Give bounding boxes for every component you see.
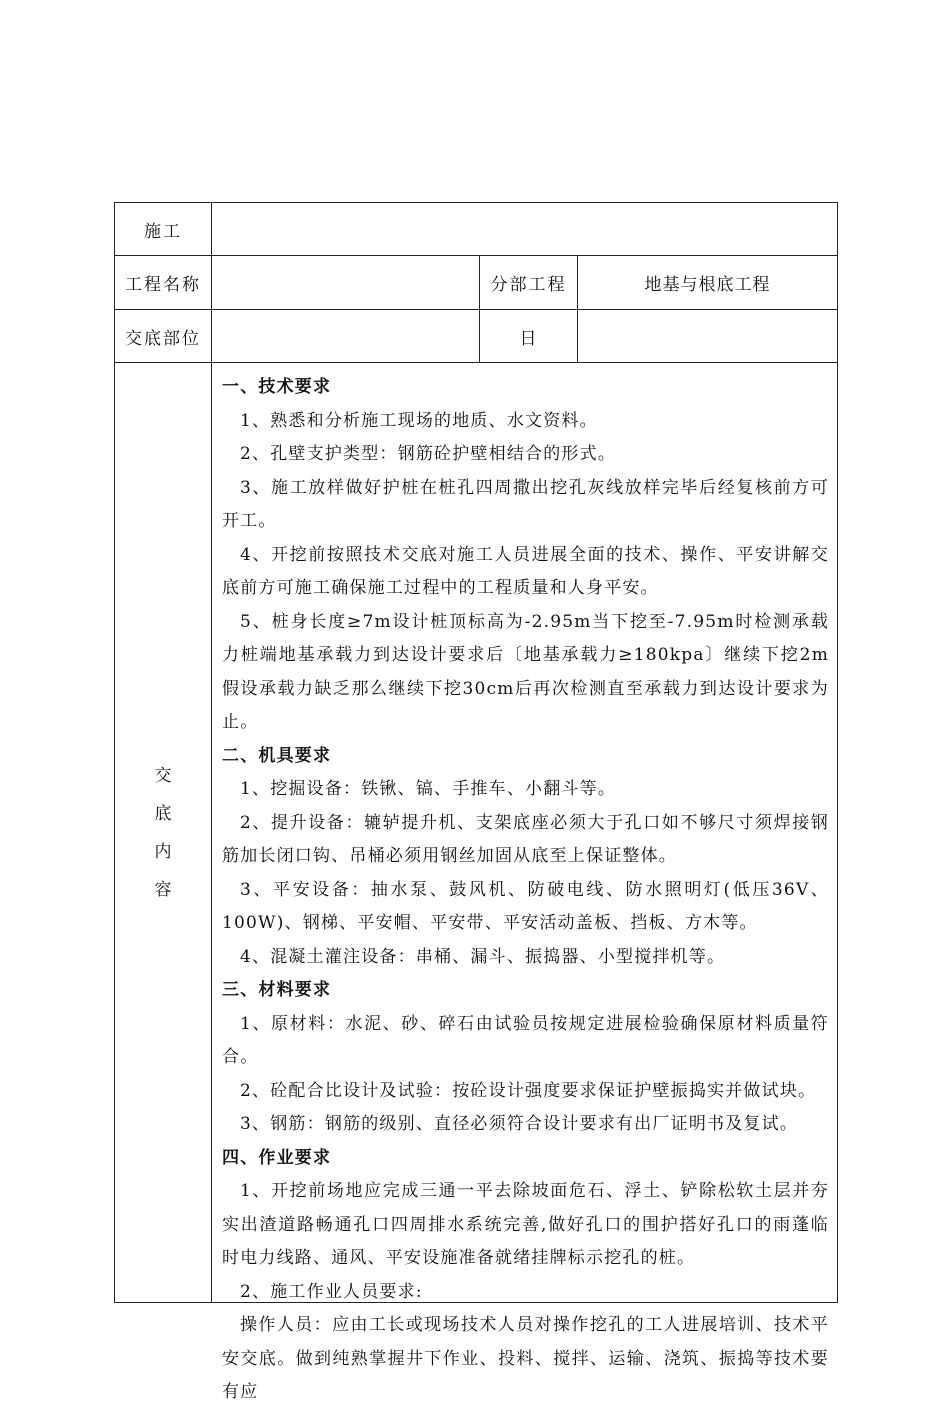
equipment-item-3: 3、平安设备：抽水泵、鼓风机、防破电线、防水照明灯(低压36V、100W)、钢梯、平安帽、平安带、平安活动盖板、挡板、方木等。 xyxy=(222,879,830,933)
technical-item-5: 5、桩身长度≥7m设计桩顶标高为-2.95m当下挖至-7.95m时检测承载力桩端地基承载力到达设计要求后〔地基承载力≥180kpa〕继续下挖2m假设承载力缺乏那么继续下挖30cm后再次检测直至承载力到达设计要求为止。 xyxy=(222,611,830,732)
section-heading-materials: 三、材料要求 xyxy=(222,980,332,1000)
construction-value xyxy=(212,203,838,256)
operations-item-1: 1、开挖前场地应完成三通一平去除坡面危石、浮土、铲除松软土层并夯实出渣道路畅通孔口四周排水系统完善,做好孔口的围护搭好孔口的雨蓬临时电力线路、通风、平安设施准备就绪挂牌标示挖孔的桩。 xyxy=(222,1181,830,1268)
disclosure-form-table xyxy=(114,202,838,1402)
sub-project-value: 地基与根底工程 xyxy=(578,256,838,310)
construction-label: 施工 xyxy=(115,203,212,256)
disclosure-location-row xyxy=(115,310,838,363)
technical-item-3: 3、施工放样做好护桩在桩孔四周撒出挖孔灰线放样完毕后经复核前方可开工。 xyxy=(222,477,830,531)
project-name-value xyxy=(212,256,480,310)
disclosure-content-body xyxy=(212,363,837,1402)
disclosure-content-row xyxy=(115,363,838,1303)
technical-item-1: 1、熟悉和分析施工现场的地质、水文资料。 xyxy=(240,410,598,431)
sub-project-label: 分部工程 xyxy=(480,256,578,310)
side-label-text: 交底内容 xyxy=(154,765,172,900)
operations-item-3: 操作人员：应由工长或现场技术人员对操作挖孔的工人进展培训、技术平安交底。做到纯熟掌握井下作业、投料、搅拌、运输、浇筑、振捣等技术要有应 xyxy=(222,1315,830,1402)
project-name-label: 工程名称 xyxy=(115,256,212,310)
disclosure-content-side-label xyxy=(115,363,212,1303)
disclosure-location-label: 交底部位 xyxy=(115,310,212,363)
technical-item-4: 4、开挖前按照技术交底对施工人员进展全面的技术、操作、平安讲解交底前方可施工确保施工过程中的工程质量和人身平安。 xyxy=(222,544,830,598)
equipment-item-2: 2、提升设备：辘轳提升机、支架底座必须大于孔口如不够尺寸须焊接钢筋加长闭口钩、吊桶必须用钢丝加固从底至上保证整体。 xyxy=(222,812,830,866)
construction-row xyxy=(115,203,838,256)
section-heading-operations: 四、作业要求 xyxy=(222,1147,332,1168)
date-label: 日 xyxy=(480,310,578,363)
disclosure-content-cell xyxy=(212,363,838,1402)
date-value xyxy=(578,310,838,363)
project-name-row xyxy=(115,256,838,310)
section-heading-technical: 一、技术要求 xyxy=(222,377,332,397)
materials-item-1: 1、原材料：水泥、砂、碎石由试验员按规定进展检验确保原材料质量符合。 xyxy=(222,1013,830,1067)
section-heading-equipment: 二、机具要求 xyxy=(222,745,332,766)
equipment-item-4: 4、混凝土灌注设备：串桶、漏斗、振捣器、小型搅拌机等。 xyxy=(240,946,726,967)
disclosure-location-value xyxy=(212,310,480,363)
materials-item-2: 2、砼配合比设计及试验：按砼设计强度要求保证护壁振捣实并做试块。 xyxy=(240,1080,817,1101)
materials-item-3: 3、钢筋：钢筋的级别、直径必须符合设计要求有出厂证明书及复试。 xyxy=(240,1114,799,1134)
equipment-item-1: 1、挖掘设备：铁锹、镐、手推车、小翻斗等。 xyxy=(240,779,617,799)
technical-item-2: 2、孔壁支护类型：钢筋砼护壁相结合的形式。 xyxy=(240,444,617,464)
operations-item-2: 2、施工作业人员要求: xyxy=(240,1281,423,1302)
